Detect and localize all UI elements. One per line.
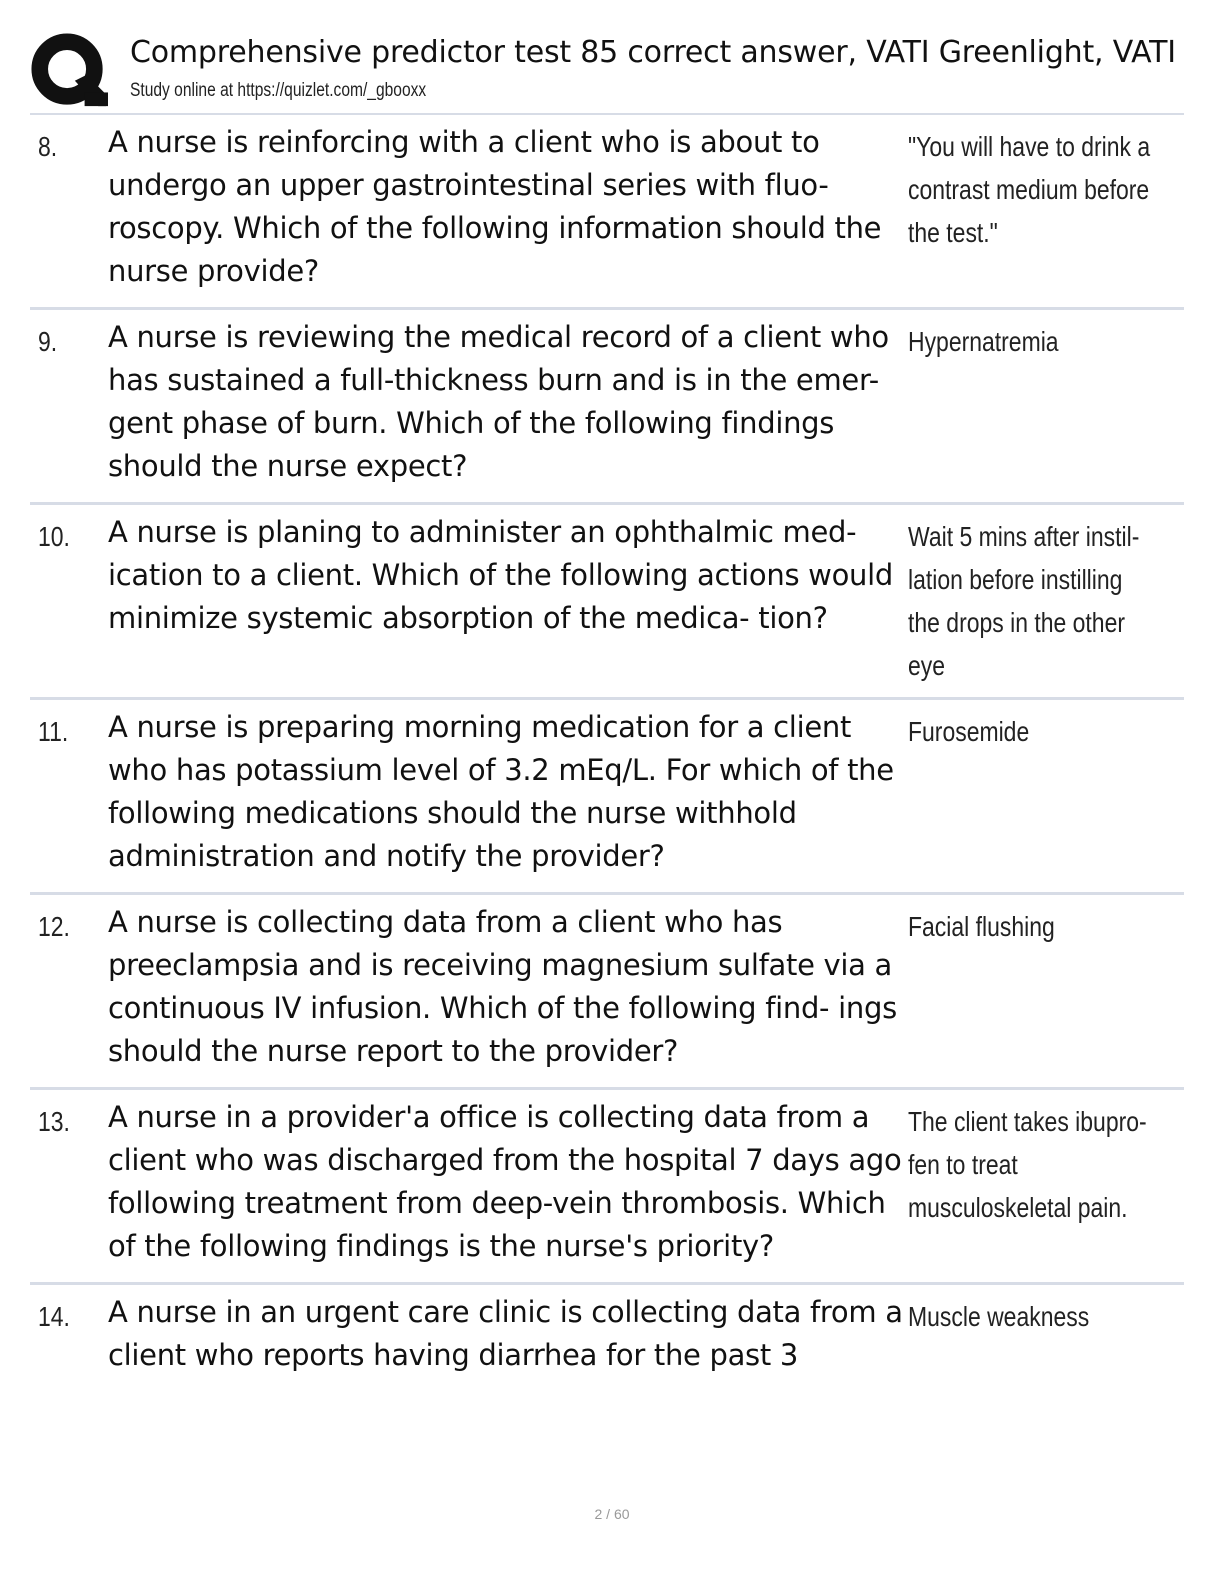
card-question: A nurse is preparing morning medication for a client who has potassium level of 3.2 mEq/L. For which of the following medications should the nurse withhold administration and notify the provider? [108, 710, 894, 873]
card-question: A nurse in a provider'a office is collecting data from a client who was discharged from the hospital 7 days ago following treatment from deep-vein thrombosis. Which of the following findings is the nurse's priority? [108, 1100, 902, 1263]
card-number: 8. [38, 131, 58, 162]
flashcard-row [30, 115, 1184, 310]
flashcard-row [30, 700, 1184, 895]
card-number: 10. [38, 521, 70, 552]
flashcard-row [30, 1285, 1184, 1477]
flashcard-row [30, 310, 1184, 505]
card-number: 9. [38, 326, 58, 357]
page-number: 2 / 60 [594, 1506, 630, 1522]
card-question: A nurse in an urgent care clinic is collecting data from a client who reports having diarrhea for the past 3 [108, 1295, 903, 1372]
card-answer: Wait 5 mins after instil- lation before instilling the drops in the other eye [908, 521, 1140, 681]
quizlet-q-logo-icon [30, 32, 108, 110]
card-number: 13. [38, 1106, 70, 1137]
card-answer: Hypernatremia [908, 326, 1059, 357]
document-title: Comprehensive predictor test 85 correct answer, VATI Greenlight, VATI [130, 35, 1176, 70]
card-answer: Muscle weakness [908, 1301, 1090, 1332]
card-number: 14. [38, 1301, 70, 1332]
study-online-link[interactable]: Study online at https://quizlet.com/_gbooxx [130, 80, 427, 101]
card-number: 11. [38, 716, 69, 747]
card-answer: "You will have to drink a contrast medium before the test." [908, 131, 1151, 248]
card-answer: The client takes ibupro- fen to treat musculoskeletal pain. [908, 1106, 1147, 1223]
card-answer: Furosemide [908, 716, 1030, 747]
card-question: A nurse is reviewing the medical record of a client who has sustained a full-thickness burn and is in the emer- gent phase of burn. Which of the following findings should the nurse expect? [108, 320, 889, 483]
card-question: A nurse is planing to administer an ophthalmic med- ication to a client. Which of the following actions would minimize systemic absorption of the medica- tion? [108, 515, 893, 635]
page-header [30, 28, 1190, 112]
card-question: A nurse is collecting data from a client who has preeclampsia and is receiving magnesium sulfate via a continuous IV infusion. Which of the following find- ings should the nurse report to the provider? [108, 905, 897, 1068]
flashcard-row [30, 1090, 1184, 1285]
flashcard-list [30, 115, 1184, 1477]
card-answer: Facial flushing [908, 911, 1055, 942]
card-number: 12. [38, 911, 70, 942]
flashcard-row [30, 505, 1184, 700]
card-question: A nurse is reinforcing with a client who is about to undergo an upper gastrointestinal series with fluo- roscopy. Which of the following information should the nurse provide? [108, 125, 882, 288]
flashcard-row [30, 895, 1184, 1090]
